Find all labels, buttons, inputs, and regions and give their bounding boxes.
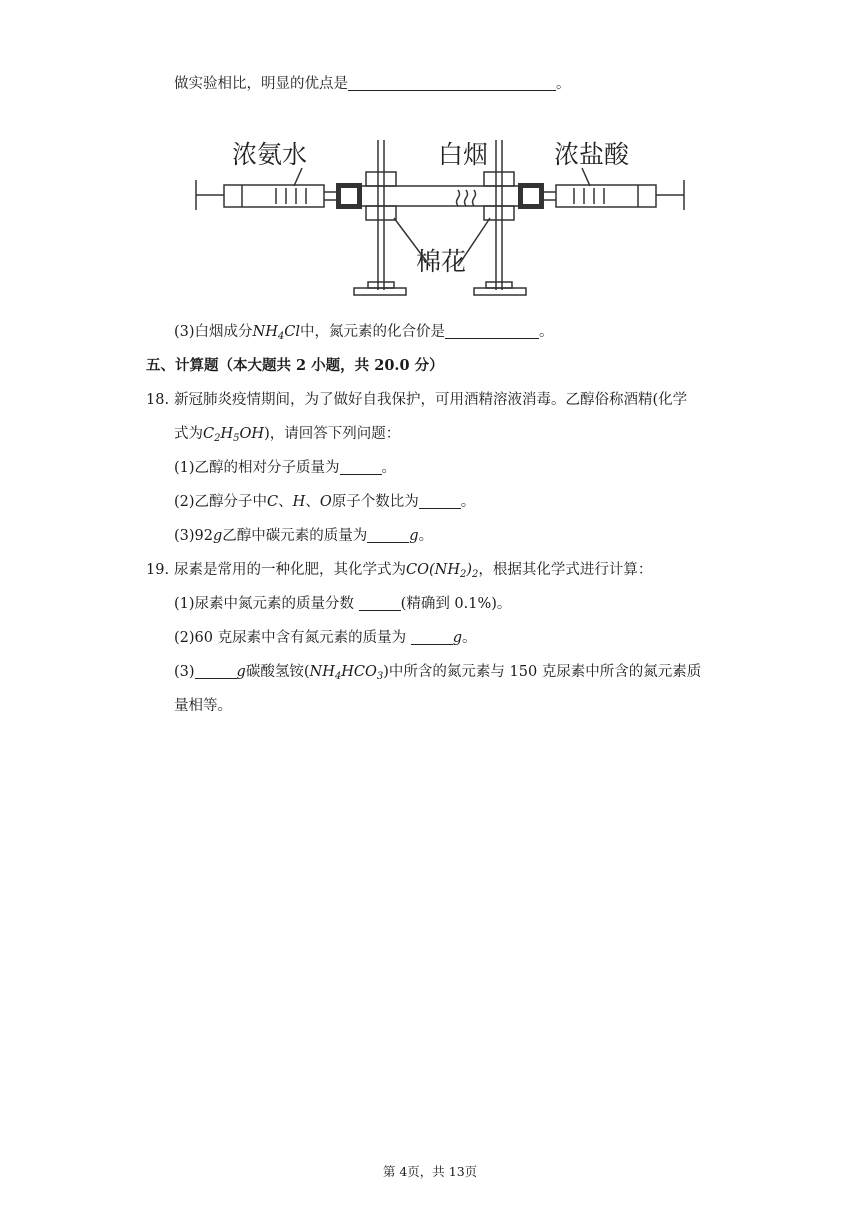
glass-tube [362,186,518,206]
label-white-smoke: 白烟 [438,140,489,169]
label-concentrated-ammonia: 浓氨水 [232,140,308,169]
q18-sub1: (1)乙醇的相对分子质量为 。 [174,460,397,476]
page-footer: 第 4页，共 13页 [382,1164,478,1179]
q17-3-line: (3)白烟成分$NH_4Cl$中，氮元素的化合价是 。 [174,324,554,342]
answer-blank[interactable] [340,460,382,475]
left-syringe [196,168,336,210]
answer-blank[interactable] [367,528,409,543]
label-concentrated-hcl: 浓盐酸 [554,140,630,169]
q19-sub2: (2)60 克尿素中含有氮元素的质量为 g。 [174,630,477,646]
q18-sub3: (3)92g乙醇中碳元素的质量为 g。 [174,528,434,544]
answer-blank[interactable] [411,630,453,645]
answer-blank[interactable] [419,494,461,509]
answer-blank[interactable] [348,76,556,91]
experiment-figure [190,128,690,308]
answer-blank[interactable] [195,664,237,679]
right-syringe [544,168,684,210]
q17-advantage-text: 做实验相比，明显的优点是 [174,76,348,92]
q18-sub2: (2)乙醇分子中C、H、O原子个数比为 。 [174,494,476,510]
q17-advantage-line: 做实验相比，明显的优点是 。 [174,76,571,92]
q18-line2: 式为$C_2H_5OH$)，请回答下列问题： [174,426,401,444]
right-stopper [518,183,544,209]
left-stopper [336,183,362,209]
q18-line1: 18. 新冠肺炎疫情期间，为了做好自我保护，可用酒精溶液消毒。乙醇俗称酒精(化学 [146,392,688,408]
q19-sub3: (3) g碳酸氢铵$(NH_4HCO_3)$中所含的氮元素与 150 克尿素中所含的氮元素质 [174,664,702,682]
section-title: 五、计算题（本大题共 2 小题，共 20.0 分） [146,357,444,374]
label-cotton: 棉花 [416,247,467,276]
q19-sub1: (1)尿素中氮元素的质量分数 (精确到 0.1%)。 [174,596,512,612]
q19-line1: 19. 尿素是常用的一种化肥，其化学式为$CO(NH_2)_2$，根据其化学式进行计算： [146,562,653,580]
question-number: 18. [146,392,170,408]
answer-blank[interactable] [359,596,401,611]
q19-sub3-line2: 量相等。 [174,698,232,714]
question-number: 19. [146,562,170,578]
answer-blank[interactable] [445,324,539,339]
